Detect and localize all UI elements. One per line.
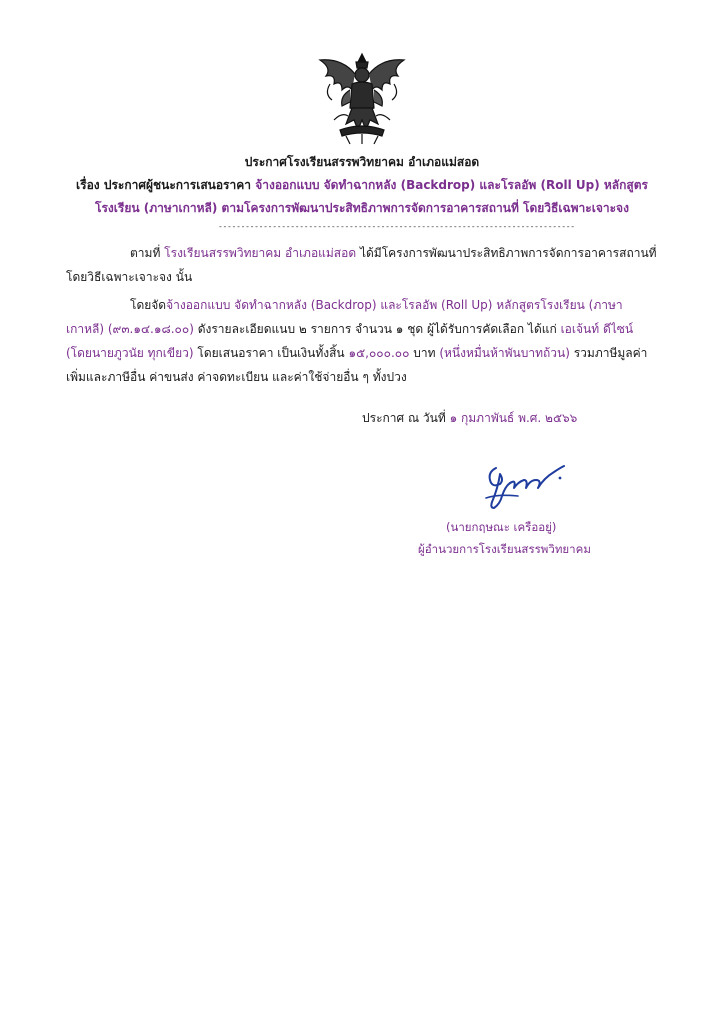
date-label: ประกาศ ณ วันที่	[362, 411, 450, 425]
garuda-emblem-icon	[312, 50, 412, 146]
title-line-1: ประกาศโรงเรียนสรรพวิทยาคม อำเภอแม่สอด	[244, 155, 480, 169]
date-value: ๑ กุมภาพันธ์ พ.ศ. ๒๕๖๖	[449, 411, 578, 425]
signature-icon	[478, 458, 570, 514]
subject-line-continued	[50, 198, 674, 219]
p1-prefix: ตามที่	[130, 246, 165, 260]
subject-job-title: จ้างออกแบบ จัดทำฉากหลัง (Backdrop) และโรลอัพ (Roll Up) หลักสูตร	[255, 178, 648, 192]
paragraph-2	[66, 293, 660, 389]
p2-unit: บาท	[409, 346, 440, 360]
signer-title: ผู้อำนวยการโรงเรียนสรรพวิทยาคม	[418, 542, 591, 556]
p1-school-name: โรงเรียนสรรพวิทยาคม อำเภอแม่สอด	[164, 246, 357, 260]
subject-line	[50, 175, 674, 196]
subject-line-3: โรงเรียน (ภาษาเกาหลี) ตามโครงการพัฒนาประสิทธิภาพการจัดการอาคารสถานที่ โดยวิธีเฉพาะเจาะจง	[95, 201, 629, 215]
p2-detail-1: ดังรายละเอียดแนบ ๒ รายการ จำนวน ๑ ชุด ผู้ได้รับการคัดเลือก ได้แก่	[193, 322, 561, 336]
p2-amount: ๑๕,๐๐๐.๐๐	[348, 346, 410, 360]
subject-prefix: เรื่อง ประกาศผู้ชนะการเสนอราคา	[76, 178, 256, 192]
separator: -------------------------------------------------------------------------------	[218, 222, 575, 231]
paragraph-1	[66, 241, 660, 289]
p2-detail-3: รวมภาษีมูลค่าเพิ่มและภาษีอื่น ค่าขนส่ง ค่าจดทะเบียน และค่าใช้จ่ายอื่น ๆ ทั้งปวง	[66, 346, 648, 384]
p2-prefix: โดยจัด	[130, 298, 167, 312]
announcement-date	[362, 408, 577, 428]
p2-vendor: เอเจ้นท์ ดีไซน์ (โดยนายภูวนัย ทุกเขียว)	[66, 322, 634, 360]
p2-job-description: จ้างออกแบบ จัดทำฉากหลัง (Backdrop) และโรลอัพ (Roll Up) หลักสูตรโรงเรียน (ภาษาเกาหลี) (๙๓.๑๔.๑๘.๐๐)	[66, 298, 623, 336]
signer-name: (นายกฤษณะ เครืออยู่)	[446, 520, 557, 534]
p2-detail-2: โดยเสนอราคา เป็นเงินทั้งสิ้น	[193, 346, 349, 360]
p1-middle: ได้มีโครงการพัฒนาประสิทธิภาพการจัดการอาคารสถานที่ โดยวิธีเฉพาะเจาะจง	[66, 246, 657, 284]
announcement-title	[50, 152, 674, 173]
p2-amount-words: (หนึ่งหมื่นห้าพันบาทถ้วน)	[439, 346, 570, 360]
p1-suffix: นั้น	[171, 270, 193, 284]
